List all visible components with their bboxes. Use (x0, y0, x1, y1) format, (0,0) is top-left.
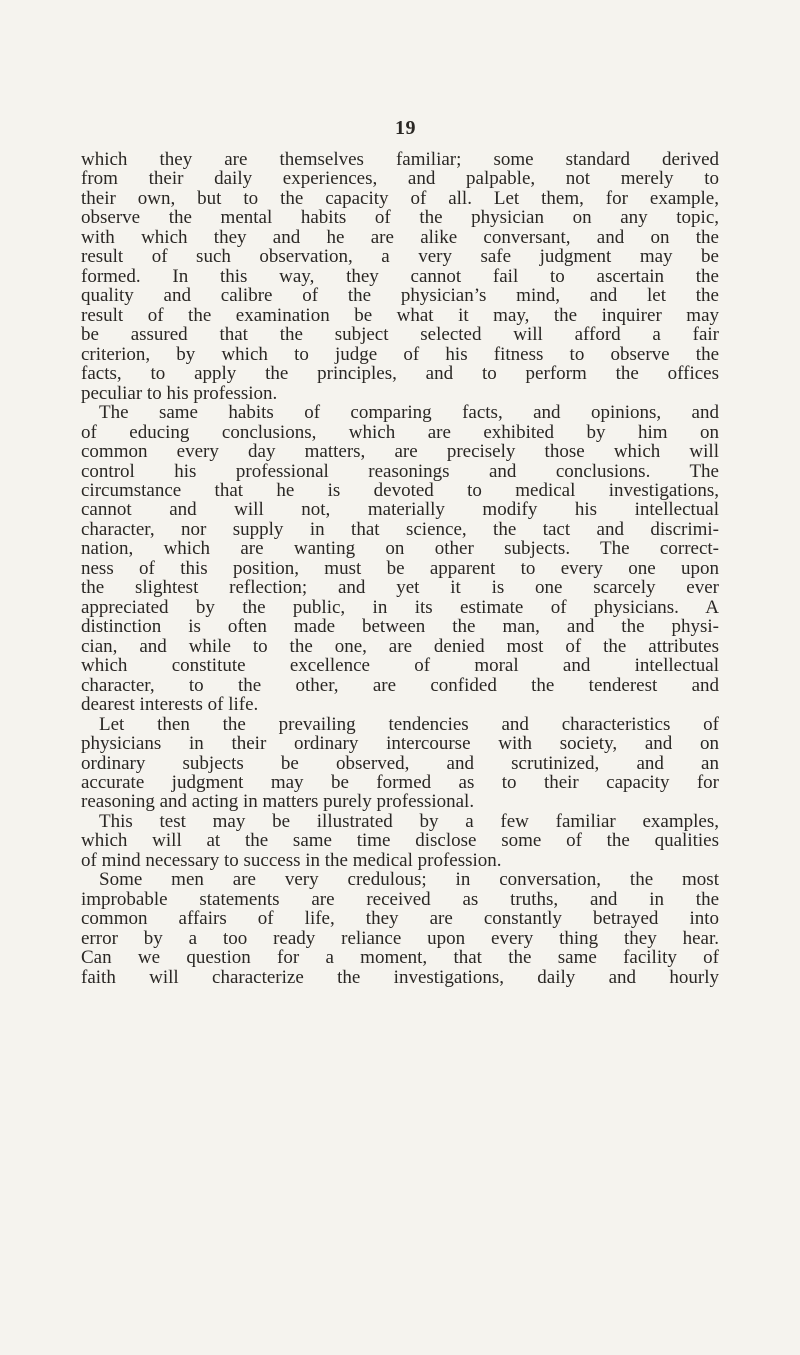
text-line: of educing conclusions, which are exhibited by him on (81, 421, 719, 443)
text-line: error by a too ready reliance upon every thing they hear. (81, 927, 719, 949)
text-line: appreciated by the public, in its estimate of physicians. A (81, 596, 719, 618)
text-line: which will at the same time disclose some of the qualities (81, 830, 719, 852)
text-line: formed. In this way, they cannot fail to ascertain the (81, 265, 719, 287)
text-line: circumstance that he is devoted to medical investigations, (81, 479, 719, 501)
text-line: of mind necessary to success in the medical profession. (81, 849, 502, 871)
page-number: 19 (395, 117, 416, 139)
text-line: which they are themselves familiar; some standard derived (81, 149, 719, 170)
text-line: character, nor supply in that science, the tact and discrimi- (81, 518, 719, 540)
text-line: result of the examination be what it may, the inquirer may (81, 304, 719, 326)
text-line: distinction is often made between the man, and the physi- (81, 616, 719, 638)
text-line: physicians in their ordinary intercourse with society, and on (81, 733, 719, 755)
text-line: peculiar to his profession. (81, 382, 278, 404)
text-line: Can we question for a moment, that the same facility of (81, 947, 719, 969)
text-line: Let then the prevailing tendencies and characteristics of (99, 713, 719, 735)
text-line: Some men are very credulous; in conversation, the most (99, 869, 719, 891)
text-line: ness of this position, must be apparent to every one upon (81, 557, 719, 579)
text-line: their own, but to the capacity of all. Let them, for example, (81, 187, 719, 209)
text-line: common affairs of life, they are constantly betrayed into (81, 908, 719, 930)
text-line: criterion, by which to judge of his fitness to observe the (81, 343, 719, 365)
text-line: with which they and he are alike conversant, and on the (81, 226, 719, 248)
text-line: cian, and while to the one, are denied most of the attributes (81, 635, 719, 657)
text-line: quality and calibre of the physician’s mind, and let the (81, 285, 719, 307)
text-line: faith will characterize the investigations, daily and hourly (81, 966, 719, 988)
text-line: reasoning and acting in matters purely professional. (81, 791, 475, 813)
text-line: dearest interests of life. (81, 694, 259, 716)
text-line: ordinary subjects be observed, and scrutinized, and an (81, 752, 719, 774)
text-line: from their daily experiences, and palpable, not merely to (81, 168, 719, 190)
text-line: common every day matters, are precisely those which will (81, 441, 719, 463)
text-line: observe the mental habits of the physician on any topic, (81, 207, 719, 229)
body-text (81, 150, 719, 987)
text-line: which constitute excellence of moral and intellectual (81, 655, 719, 677)
text-line: character, to the other, are confided the tenderest and (81, 674, 719, 696)
text-line: The same habits of comparing facts, and opinions, and (99, 402, 719, 424)
text-line: cannot and will not, materially modify his intellectual (81, 499, 719, 521)
text-line: result of such observation, a very safe judgment may be (81, 246, 719, 268)
text-line: This test may be illustrated by a few familiar examples, (99, 810, 719, 832)
text-line: accurate judgment may be formed as to their capacity for (81, 772, 719, 793)
text-line: nation, which are wanting on other subjects. The correct- (81, 538, 719, 560)
text-line: the slightest reflection; and yet it is one scarcely ever (81, 577, 719, 599)
text-line: control his professional reasonings and conclusions. The (81, 460, 719, 482)
text-line: facts, to apply the principles, and to perform the offices (81, 363, 719, 385)
text-line: be assured that the subject selected will afford a fair (81, 324, 719, 346)
text-line: improbable statements are received as truths, and in the (81, 888, 719, 910)
